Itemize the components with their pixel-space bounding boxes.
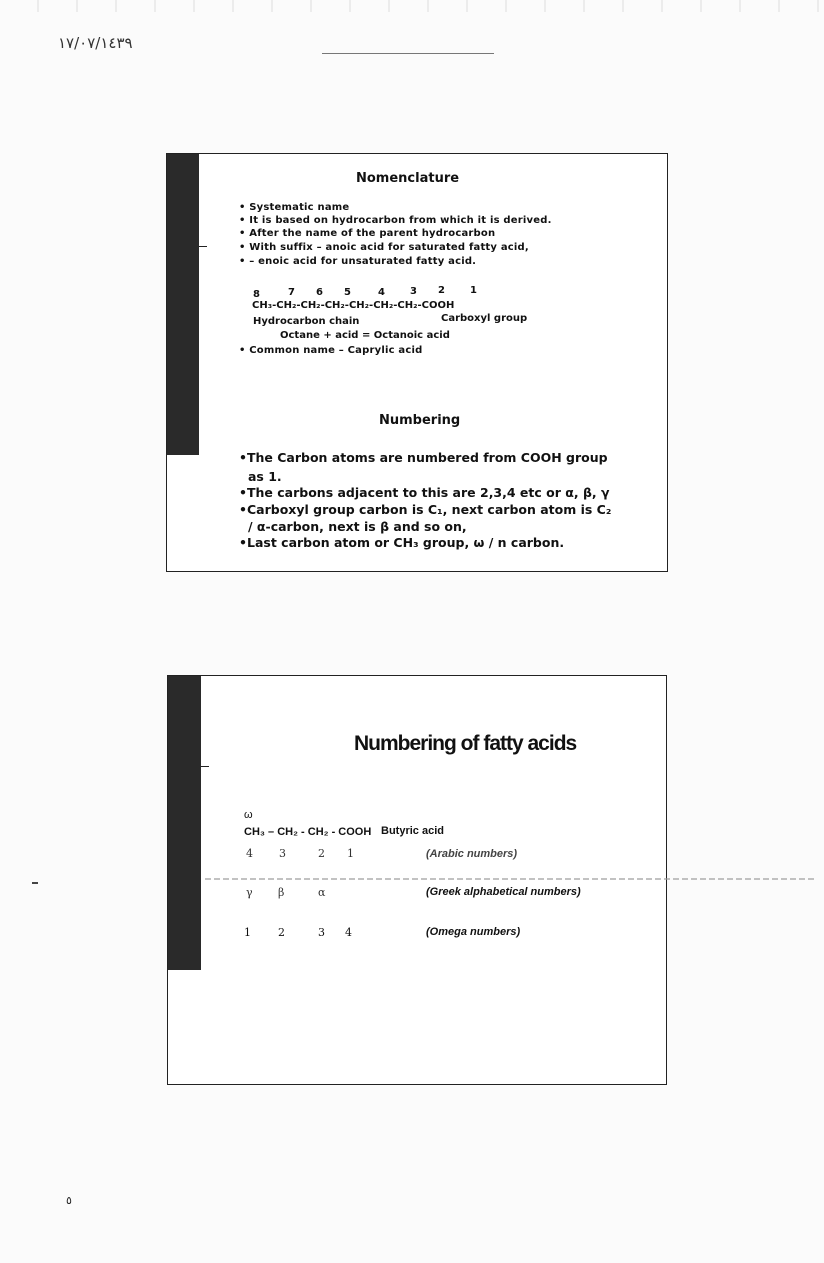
octanoic-equation: Octane + acid = Octanoic acid (280, 330, 450, 341)
slide-title: Nomenclature (356, 171, 460, 186)
common-name: • Common name – Caprylic acid (239, 345, 423, 356)
arabic-number: 2 (318, 847, 325, 860)
page-number: ٥ (66, 1194, 72, 1207)
hydrocarbon-chain-label: Hydrocarbon chain (253, 316, 360, 327)
butyric-formula: CH₃ – CH₂ - CH₂ - COOH (244, 826, 372, 838)
sidebar-tick (199, 246, 207, 247)
carbon-number: 7 (288, 287, 295, 298)
arabic-number: 3 (279, 847, 286, 860)
scan-artifact-line (205, 878, 815, 880)
header-line (322, 53, 494, 54)
slide-sidebar (168, 676, 201, 970)
omega-number: 4 (345, 926, 352, 939)
bullet-4: • With suffix – anoic acid for saturated fatty acid, (239, 242, 529, 253)
scan-noise (0, 0, 824, 12)
scan-artifact-dash (32, 882, 38, 884)
bullet-5: • – enoic acid for unsaturated fatty acid. (239, 256, 477, 267)
arabic-numbers-label: (Arabic numbers) (426, 848, 518, 860)
sidebar-tick (201, 766, 209, 767)
arabic-number: 1 (347, 847, 354, 860)
numbering-bullet-3-cont: / α-carbon, next is β and so on, (248, 519, 467, 534)
carboxyl-group-label: Carboxyl group (441, 313, 528, 324)
omega-number: 2 (278, 926, 285, 939)
numbering-bullet-1: •The Carbon atoms are numbered from COOH group (239, 450, 608, 465)
bullet-1: • Systematic name (239, 202, 350, 213)
omega-number: 3 (318, 926, 325, 939)
omega-number: 1 (244, 926, 251, 939)
greek-numbers-label: (Greek alphabetical numbers) (426, 886, 581, 898)
omega-numbers-label: (Omega numbers) (426, 926, 521, 938)
greek-letter: γ (246, 886, 253, 899)
butyric-acid-label: Butyric acid (381, 825, 444, 837)
bullet-2: • It is based on hydrocarbon from which it is derived. (239, 215, 552, 226)
bullet-3: • After the name of the parent hydrocarbon (239, 228, 496, 239)
octanoic-formula: CH₃-CH₂-CH₂-CH₂-CH₂-CH₂-CH₂-COOH (252, 300, 455, 311)
carbon-number: 2 (438, 285, 445, 296)
carbon-number: 4 (378, 287, 385, 298)
carbon-number: 3 (410, 286, 417, 297)
arabic-number: 4 (246, 847, 253, 860)
numbering-heading: Numbering (379, 413, 461, 428)
slide-numbering-fatty-acids (167, 675, 667, 1085)
slide-nomenclature (166, 153, 668, 572)
carbon-number: 1 (470, 285, 477, 296)
numbering-bullet-4: •Last carbon atom or CH₃ group, ω / n carbon. (239, 535, 565, 550)
greek-letter: β (278, 886, 285, 899)
carbon-number: 8 (253, 289, 260, 300)
carbon-number: 5 (344, 287, 351, 298)
slide-sidebar (167, 154, 199, 455)
date-stamp: ١٧/٠٧/١٤٣٩ (58, 34, 133, 52)
numbering-bullet-3: •Carboxyl group carbon is C₁, next carbon atom is C₂ (239, 502, 612, 517)
greek-letter: α (318, 886, 326, 899)
carbon-number: 6 (316, 287, 323, 298)
numbering-bullet-1-cont: as 1. (248, 469, 282, 484)
omega-symbol: ω (244, 809, 253, 821)
slide-title: Numbering of fatty acids (354, 732, 577, 755)
numbering-bullet-2: •The carbons adjacent to this are 2,3,4 etc or α, β, γ (239, 485, 610, 500)
